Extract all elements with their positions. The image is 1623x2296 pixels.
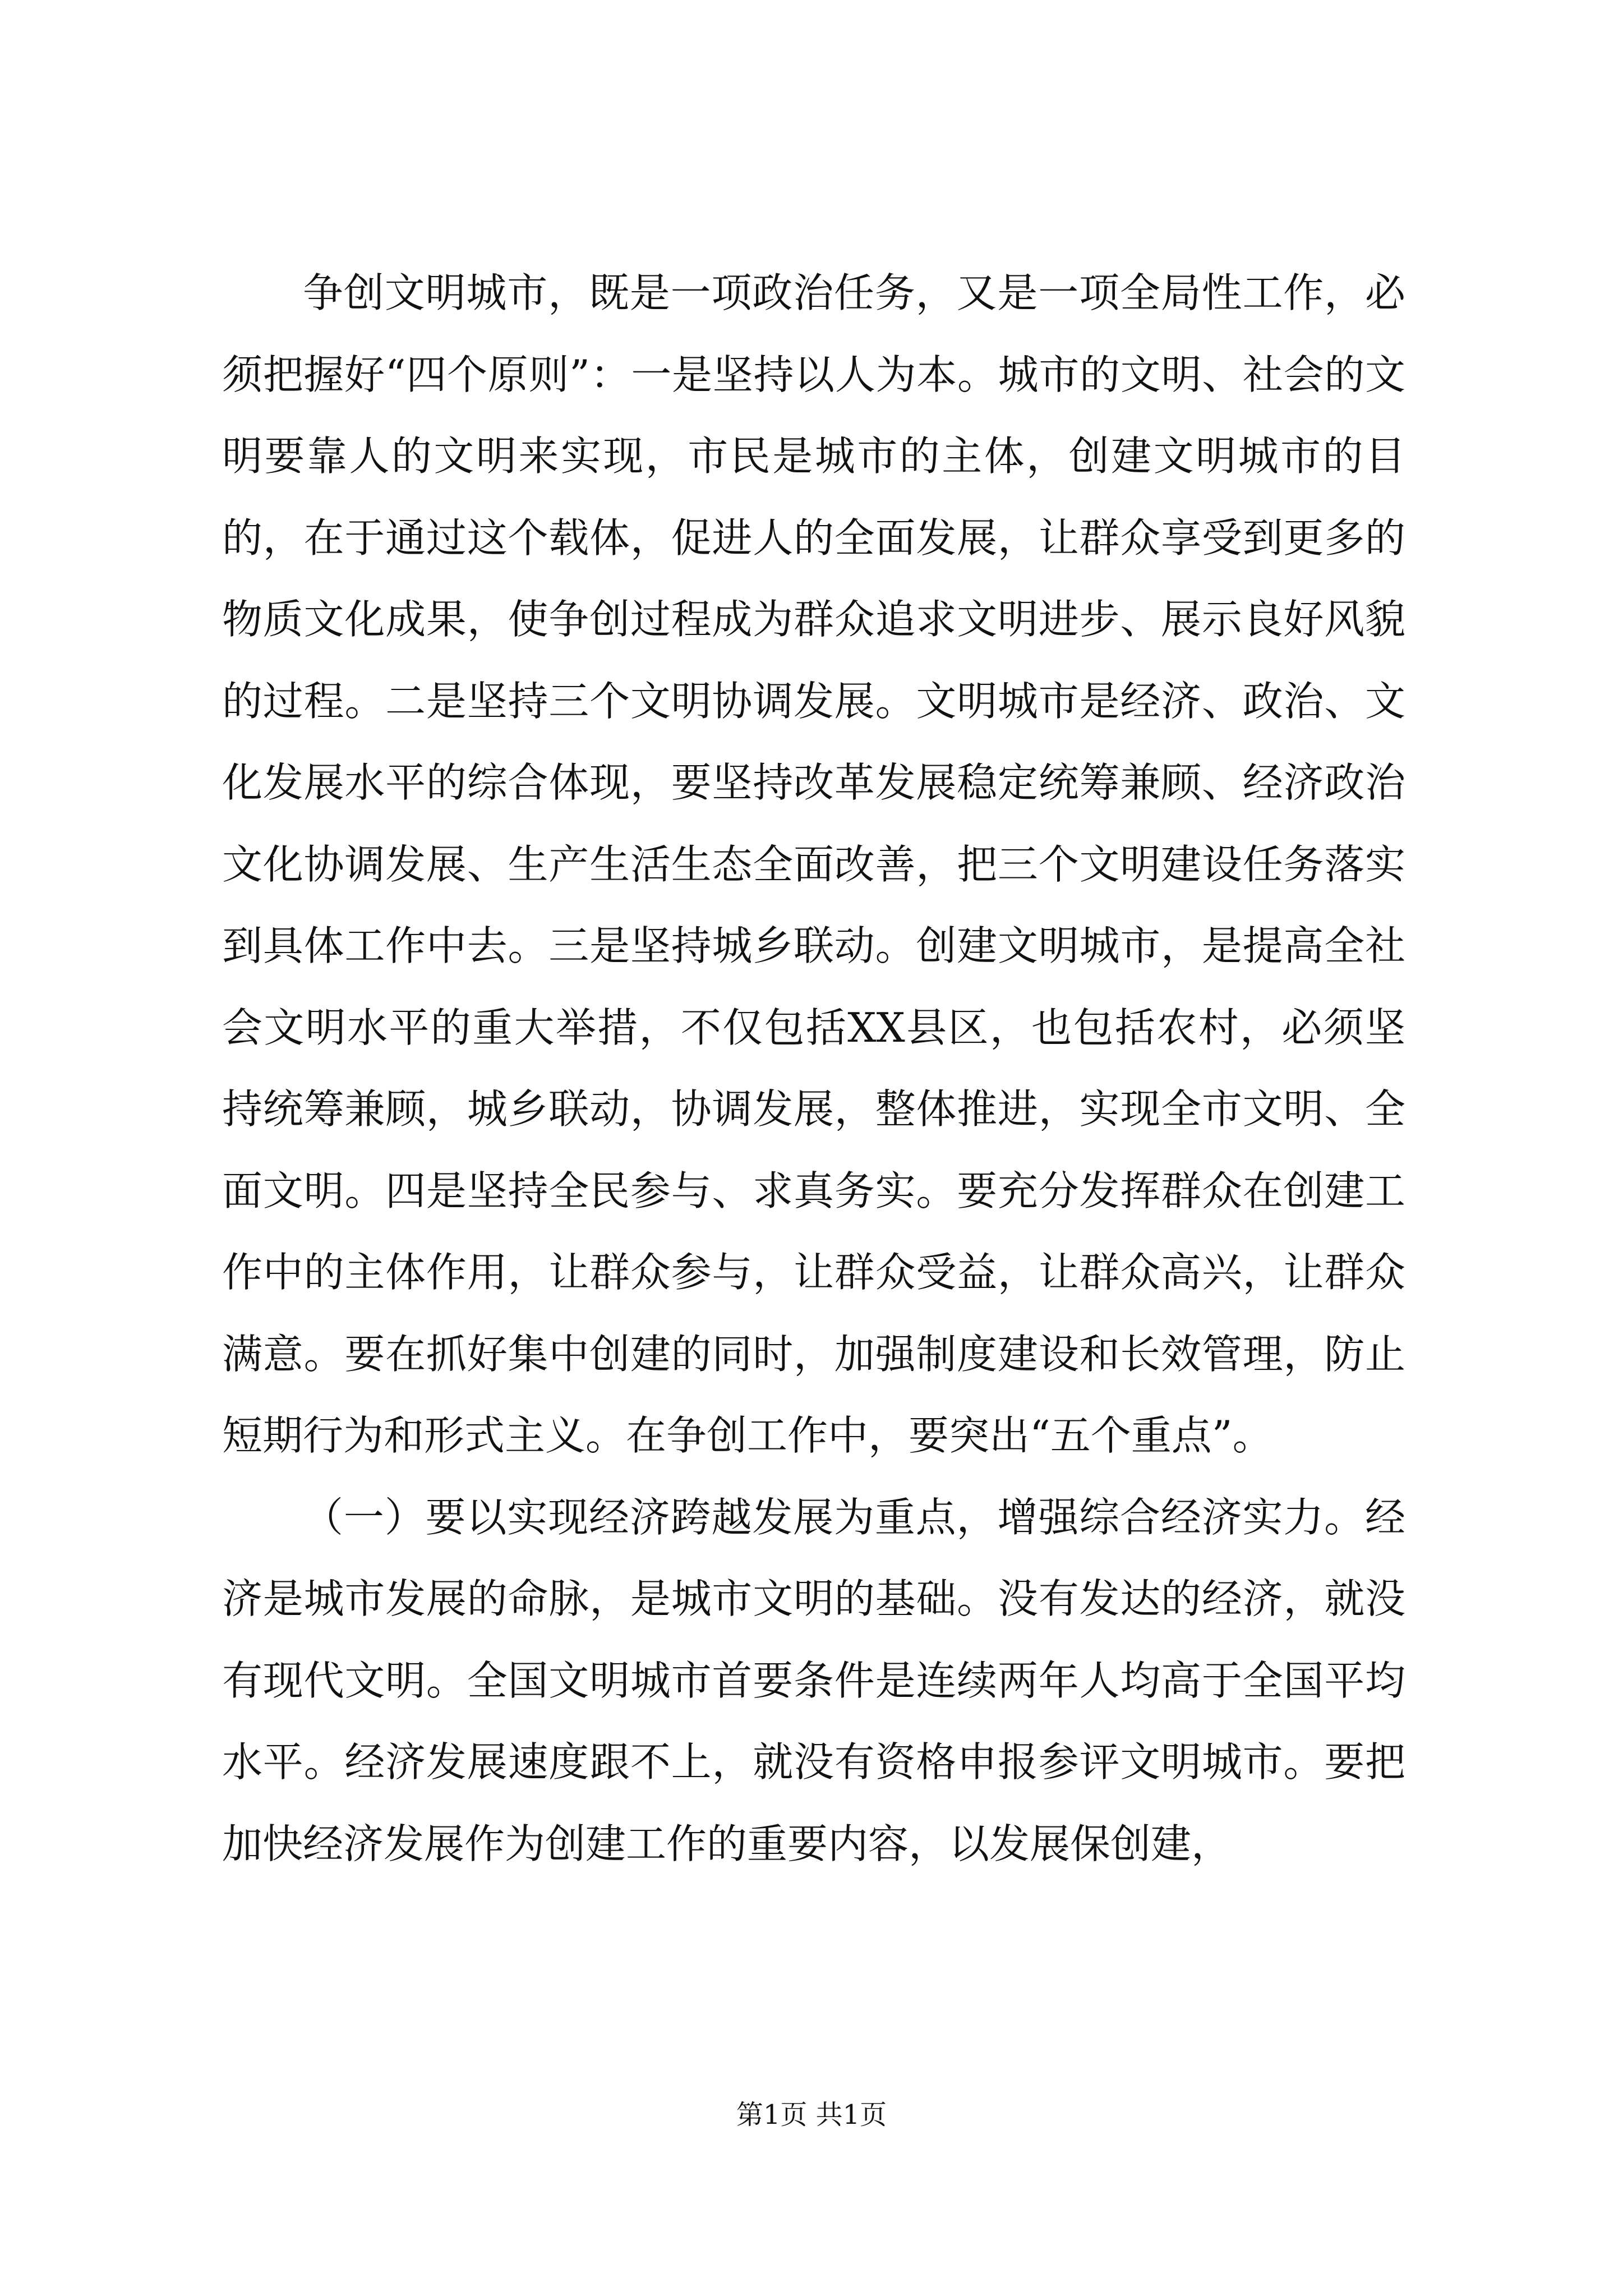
paragraph-economic-development: （一）要以实现经济跨越发展为重点，增强综合经济实力。经济是城市发展的命脉，是城市文明的基础。没有发达的经济，就没有现代文明。全国文明城市首要条件是连续两年人均高于全国平均水平。经济发展速度跟不上，就没有资格申报参评文明城市。要把加快经济发展作为创建工作的重要内容，以发展保创建， (222, 1493, 1405, 1867)
document-body (222, 252, 1405, 1885)
paragraph-four-principles: 争创文明城市，既是一项政治任务，又是一项全局性工作，必须把握好“四个原则”：一是坚持以人为本。城市的文明、社会的文明要靠人的文明来实现，市民是城市的主体，创建文明城市的目的，在于通过这个载体，促进人的全面发展，让群众享受到更多的物质文化成果，使争创过程成为群众追求文明进步、展示良好风貌的过程。二是坚持三个文明协调发展。文明城市是经济、政治、文化发展水平的综合体现，要坚持改革发展稳定统筹兼顾、经济政治文化协调发展、生产生活生态全面改善，把三个文明建设任务落实到具体工作中去。三是坚持城乡联动。创建文明城市，是提高全社会文明水平的重大举措，不仅包括XX县区，也包括农村，必须坚持统筹兼顾，城乡联动，协调发展，整体推进，实现全市文明、全面文明。四是坚持全民参与、求真务实。要充分发挥群众在创建工作中的主体作用，让群众参与，让群众受益，让群众高兴，让群众满意。要在抓好集中创建的同时，加强制度建设和长效管理，防止短期行为和形式主义。在争创工作中，要突出“五个重点”。 (222, 269, 1405, 1459)
page-footer: 第1页 共1页 (736, 2099, 887, 2131)
